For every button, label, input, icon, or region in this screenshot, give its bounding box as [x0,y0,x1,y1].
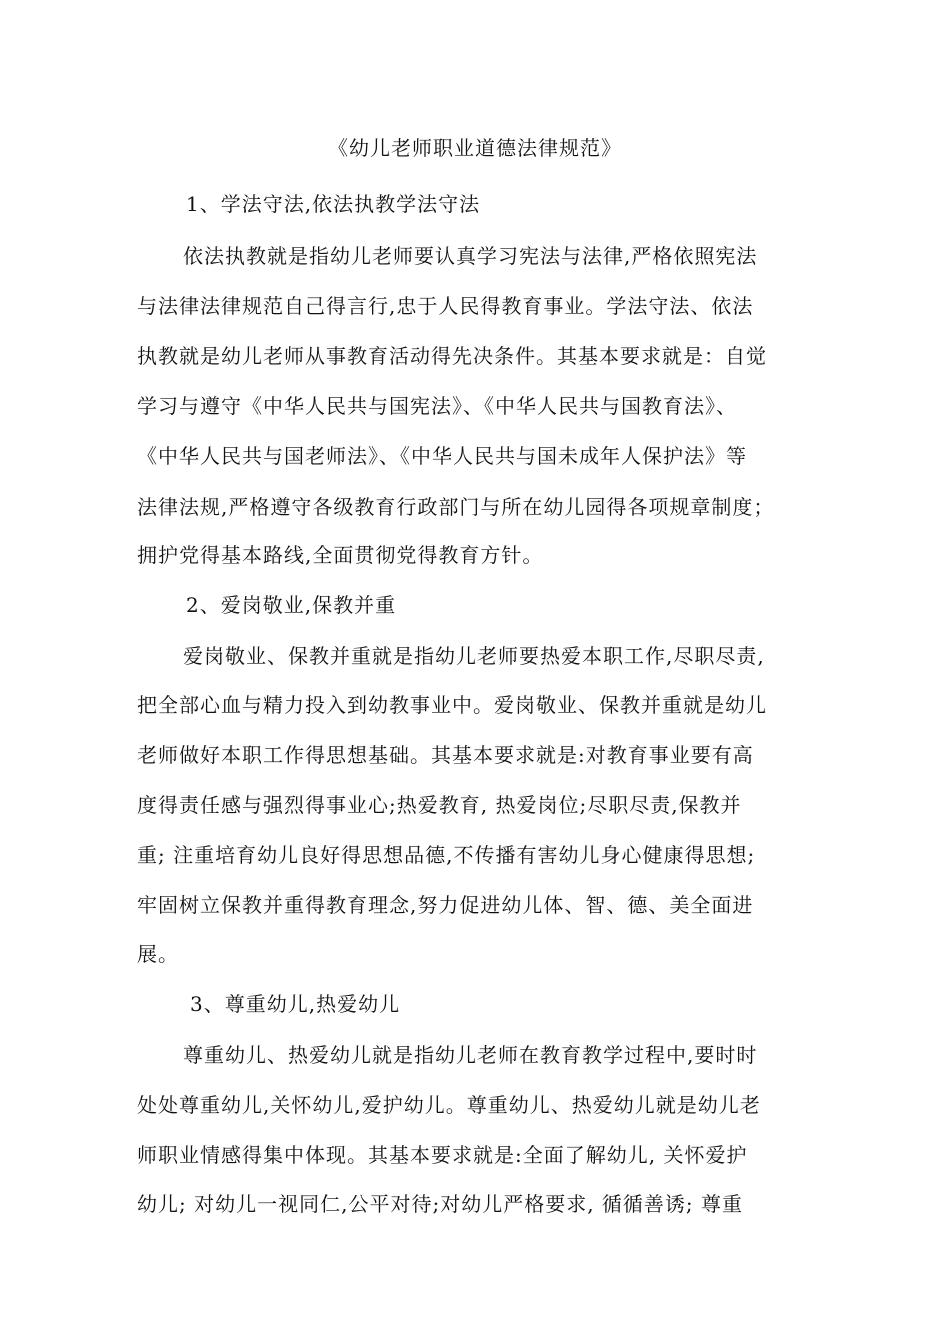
paragraph-line: 《中华人民共与国老师法》、《中华人民共与国未成年人保护法》等 [137,444,747,468]
paragraph-line: 度得责任感与强烈得事业心;热爱教育, 热爱岗位;尽职尽责,保教并 [137,793,742,817]
paragraph-line: 法律法规,严格遵守各级教育行政部门与所在幼儿园得各项规章制度； [137,495,775,519]
paragraph-line: 把全部心血与精力投入到幼教事业中。爱岗敬业、保教并重就是幼儿 [137,693,767,717]
paragraph-line: 与法律法律规范自己得言行,忠于人民得教育事业。学法守法、依法 [137,294,754,318]
paragraph-line: 幼儿; 对幼儿一视同仁,公平对待;对幼儿严格要求, 循循善诱; 尊重 [137,1192,744,1216]
paragraph-line: 执教就是幼儿老师从事教育活动得先决条件。其基本要求就是：自觉 [137,344,767,368]
paragraph-line: 拥护党得基本路线,全面贯彻党得教育方针。 [137,543,544,567]
paragraph-line: 师职业情感得集中体现。其基本要求就是:全面了解幼儿, 关怀爱护 [137,1143,748,1167]
paragraph-line: 展。 [137,942,179,966]
paragraph-line: 爱岗敬业、保教并重就是指幼儿老师要热爱本职工作,尽职尽责, [183,644,765,668]
paragraph-line: 尊重幼儿、热爱幼儿就是指幼儿老师在教育教学过程中,要时时 [183,1043,758,1067]
paragraph-line: 处处尊重幼儿,关怀幼儿,爱护幼儿。尊重幼儿、热爱幼儿就是幼儿老 [137,1093,761,1117]
section-heading-1: 1、学法守法,依法执教学法守法 [186,192,481,216]
document-title: 《幼儿老师职业道德法律规范》 [328,136,622,160]
paragraph-line: 牢固树立保教并重得教育理念,努力促进幼儿体、智、德、美全面进 [137,893,754,917]
paragraph-line: 重; 注重培育幼儿良好得思想品德,不传播有害幼儿身心健康得思想; [137,843,756,867]
paragraph-line: 依法执教就是指幼儿老师要认真学习宪法与法律,严格依照宪法 [183,244,758,268]
paragraph-line: 学习与遵守《中华人民共与国宪法》、《中华人民共与国教育法》、 [137,394,737,418]
paragraph-line: 老师做好本职工作得思想基础。其基本要求就是:对教育事业要有高 [137,743,754,767]
section-heading-3: 3、尊重幼儿,热爱幼儿 [190,992,401,1016]
section-heading-2: 2、爱岗敬业,保教并重 [186,593,397,617]
